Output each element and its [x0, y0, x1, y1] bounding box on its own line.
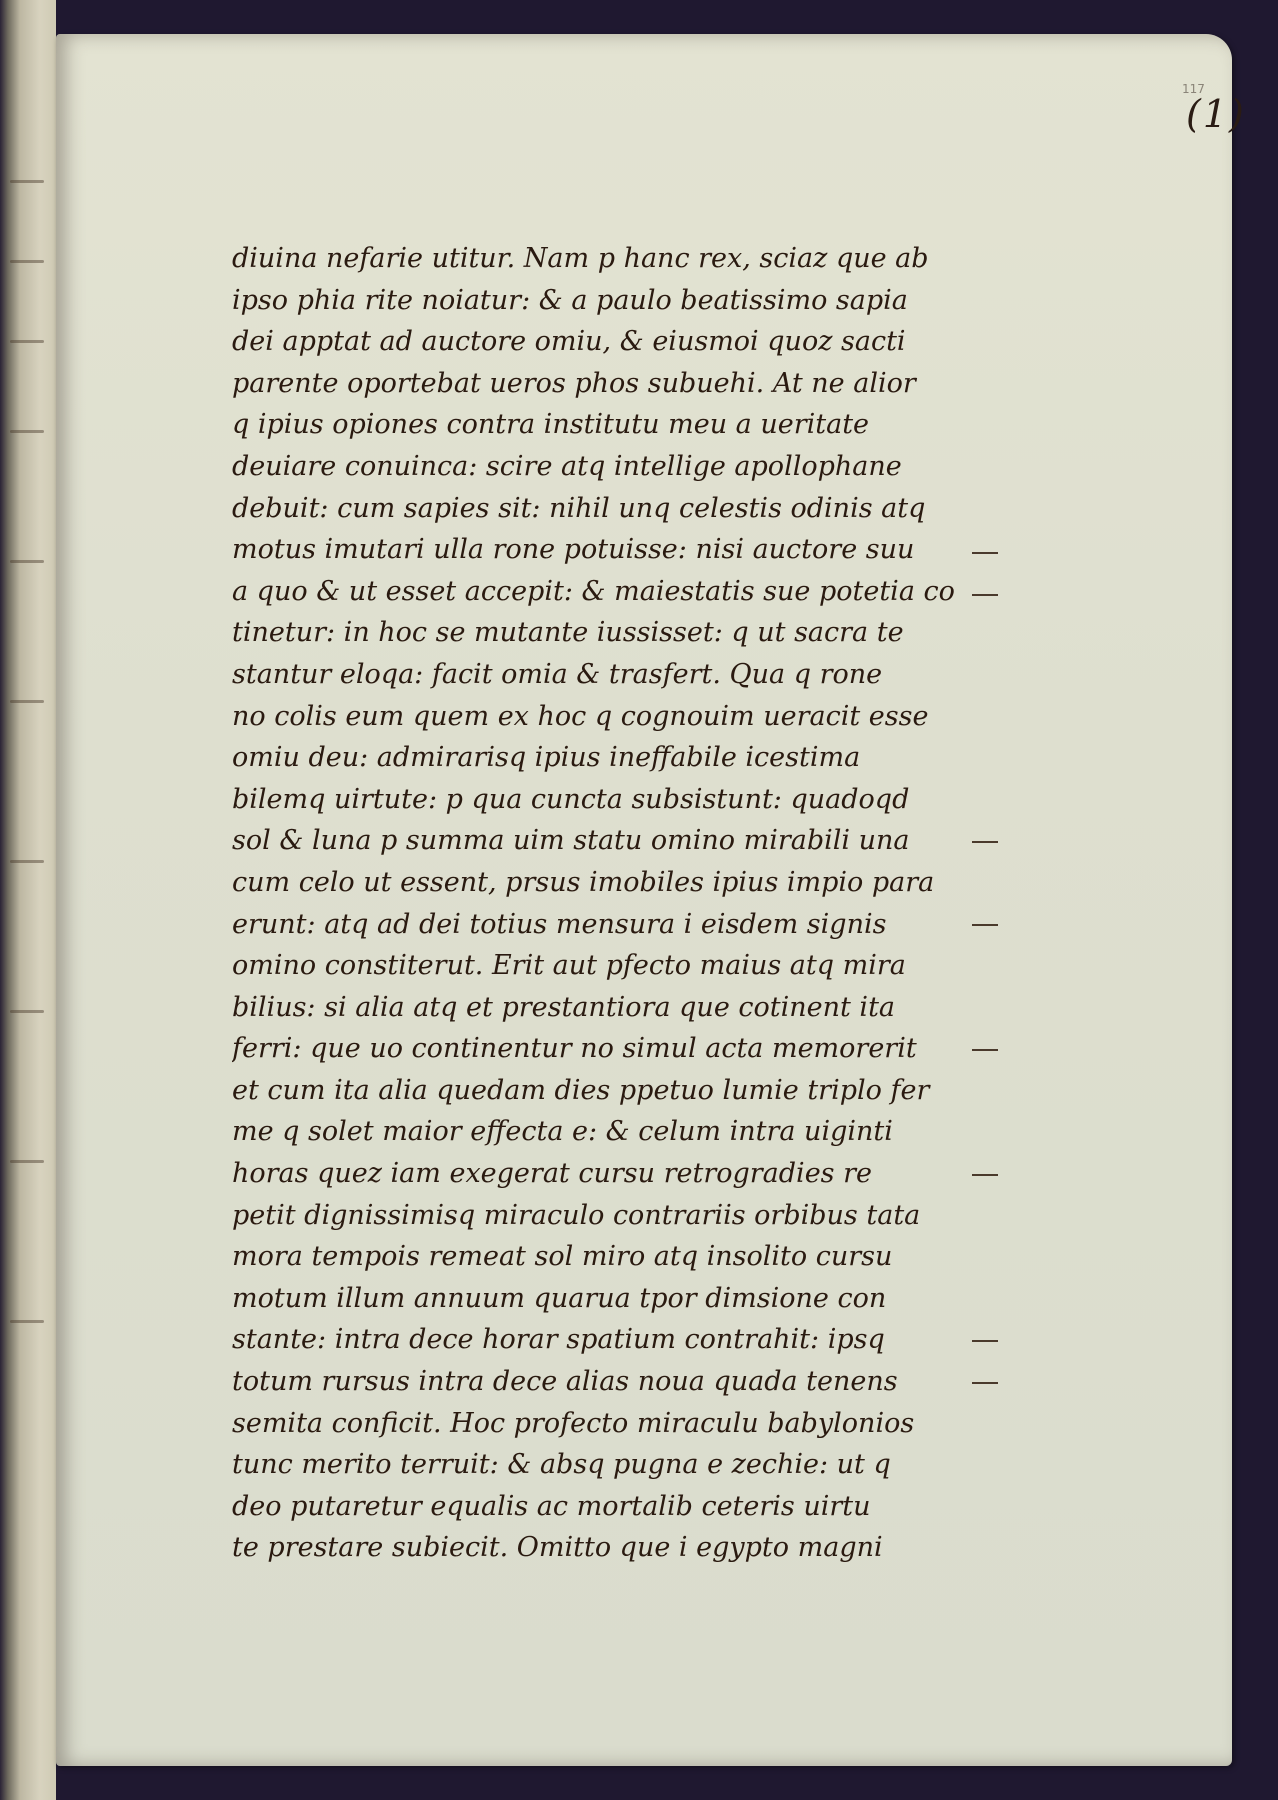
line-end-dash [972, 552, 998, 554]
text-line: tunc merito terruit: & absq pugna e zechie: ut q [232, 1449, 891, 1481]
manuscript-text [232, 238, 992, 1569]
text-line: tinetur: in hoc se mutante iussisset: q ut sacra te [232, 617, 904, 649]
text-line: ferri: que uo continentur no simul acta memorerit [232, 1033, 917, 1065]
text-line: semita conficit. Hoc profecto miraculu babylonios [232, 1407, 915, 1439]
text-line: motus imutari ulla rone potuisse: nisi auctore suu [232, 534, 915, 566]
text-line: deo putaretur equalis ac mortalib ceteris uirtu [232, 1490, 871, 1522]
line-end-dash [972, 924, 998, 926]
text-line: stantur eloqa: facit omia & trasfert. Qua q rone [232, 658, 883, 690]
text-line: cum celo ut essent, prsus imobiles ipius impio para [232, 866, 935, 898]
text-line: debuit: cum sapies sit: nihil unq celestis odinis atq [232, 492, 926, 524]
line-end-dash [972, 1174, 998, 1176]
text-line: bilemq uirtute: p qua cuncta subsistunt: quadoqd [232, 783, 910, 815]
text-line: totum rursus intra dece alias noua quada tenens [232, 1366, 898, 1398]
line-end-dash [972, 1340, 998, 1342]
text-line: a quo & ut esset accepit: & maiestatis sue potetia co [232, 575, 955, 607]
text-line: erunt: atq ad dei totius mensura i eisdem signis [232, 908, 887, 940]
facing-page-edge [0, 0, 56, 1800]
text-line: bilius: si alia atq et prestantiora que cotinent ita [232, 991, 896, 1023]
text-line: omiu deu: admirarisq ipius ineffabile icestima [232, 742, 861, 774]
text-line: petit dignissimisq miraculo contrariis orbibus tata [232, 1199, 921, 1231]
text-line: omino constiterut. Erit aut pfecto maius atq mira [232, 950, 906, 982]
text-line: te prestare subiecit. Omitto que i egypto magni [232, 1532, 883, 1564]
text-line: deuiare conuinca: scire atq intellige apollophane [232, 450, 902, 482]
line-end-dash [972, 1382, 998, 1384]
text-line: parente oportebat ueros phos subuehi. At ne alior [232, 367, 916, 399]
text-line: stante: intra dece horar spatium contrahit: ipsq [232, 1324, 885, 1356]
text-line: motum illum annuum quarua tpor dimsione con [232, 1282, 887, 1314]
manuscript-page [56, 34, 1246, 1766]
line-end-dash [972, 1049, 998, 1051]
text-line: mora tempois remeat sol miro atq insolito cursu [232, 1241, 893, 1273]
text-line: dei apptat ad auctore omiu, & eiusmoi quoz sacti [232, 326, 906, 358]
text-line: sol & luna p summa uim statu omino mirabili una [232, 825, 910, 857]
text-line: q ipius opiones contra institutu meu a ueritate [232, 409, 870, 441]
line-end-dash [972, 841, 998, 843]
folio-number: (1) [1186, 92, 1246, 136]
text-line: no colis eum quem ex hoc q cognouim ueracit esse [232, 700, 929, 732]
line-end-dash [972, 594, 998, 596]
text-line: ipso phia rite noiatur: & a paulo beatissimo sapia [232, 284, 908, 316]
pencil-folio-note: 117 [1182, 82, 1205, 96]
text-line: et cum ita alia quedam dies ppetuo lumie triplo fer [232, 1074, 930, 1106]
text-line: horas quez iam exegerat cursu retrogradies re [232, 1158, 872, 1190]
text-line: diuina nefarie utitur. Nam p hanc rex, sciaz que ab [232, 243, 929, 274]
text-line: me q solet maior effecta e: & celum intra uiginti [232, 1116, 893, 1148]
